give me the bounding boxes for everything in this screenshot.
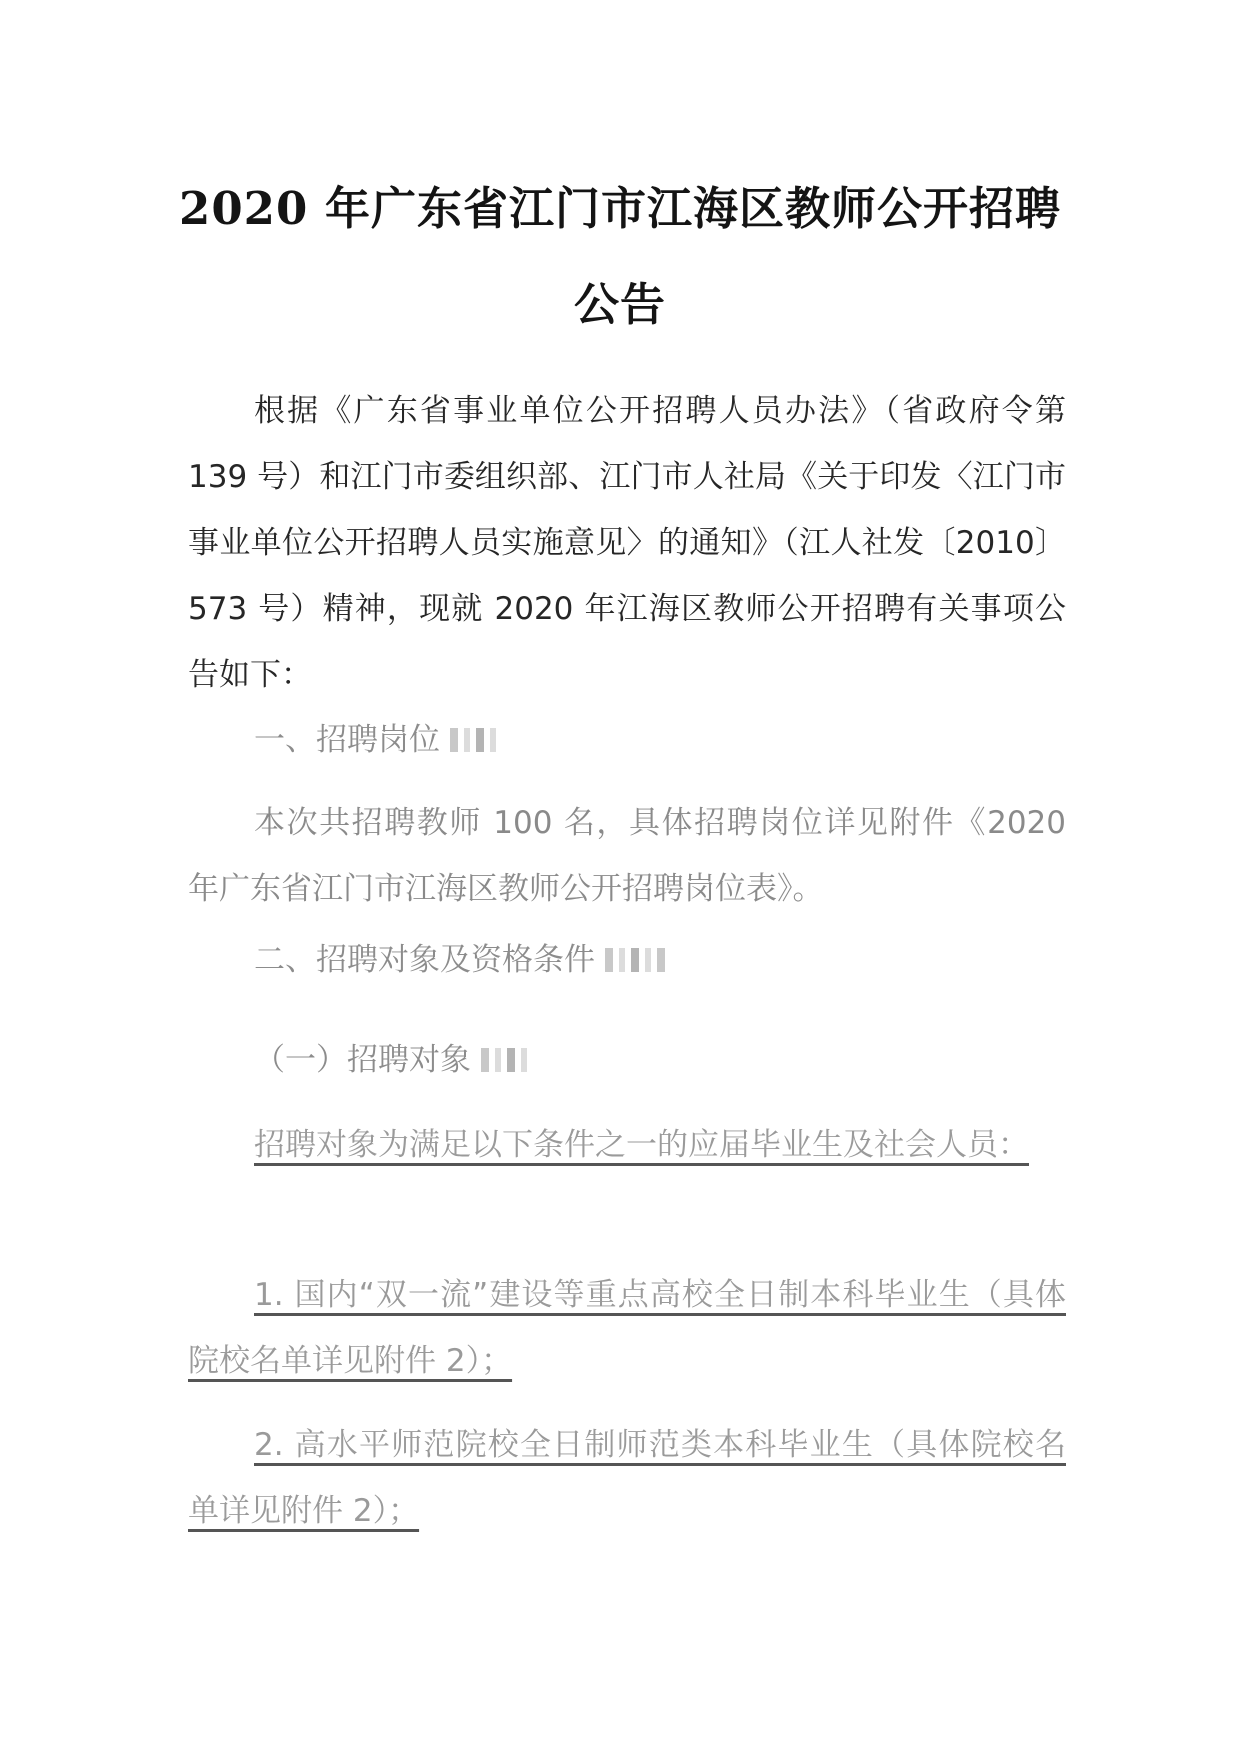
subsection-1-heading bbox=[254, 1040, 533, 1082]
subsection-1-heading-text: （一）招聘对象 bbox=[254, 1042, 471, 1078]
section-1-heading bbox=[254, 720, 502, 762]
section-2-heading bbox=[254, 940, 671, 982]
document-title-line-2: 公告 bbox=[573, 278, 666, 331]
scan-noise-mark bbox=[450, 722, 502, 762]
list-item-2-text: 2. 高水平师范院校全日制师范类本科毕业生（具体院校名单详见附件 2）； bbox=[188, 1427, 1066, 1529]
subsection-1-body-text: 招聘对象为满足以下条件之一的应届毕业生及社会人员： bbox=[254, 1127, 1029, 1163]
list-item-1-text: 1. 国内“双一流”建设等重点高校全日制本科毕业生（具体院校名单详见附件 2）； bbox=[188, 1277, 1066, 1379]
list-item-2 bbox=[188, 1412, 1066, 1544]
scan-noise-mark bbox=[605, 942, 671, 982]
section-1-body: 本次共招聘教师 100 名，具体招聘岗位详见附件《2020 年广东省江门市江海区教师公开招聘岗位表》。 bbox=[188, 805, 1066, 907]
scan-noise-mark bbox=[481, 1042, 533, 1082]
section-2-heading-text: 二、招聘对象及资格条件 bbox=[254, 942, 595, 978]
section-1-heading-text: 一、招聘岗位 bbox=[254, 722, 440, 758]
intro-paragraph: 根据《广东省事业单位公开招聘人员办法》（省政府令第 139 号）和江门市委组织部、江门市人社局《关于印发〈江门市事业单位公开招聘人员实施意见〉的通知》（江人社发〔2010〕573 号）精神，现就 2020 年江海区教师公开招聘有关事项公告如下： bbox=[188, 393, 1066, 693]
document-title-line-1: 2020 年广东省江门市江海区教师公开招聘 bbox=[179, 182, 1061, 235]
list-item-1 bbox=[188, 1262, 1066, 1394]
subsection-1-body bbox=[188, 1112, 1066, 1178]
